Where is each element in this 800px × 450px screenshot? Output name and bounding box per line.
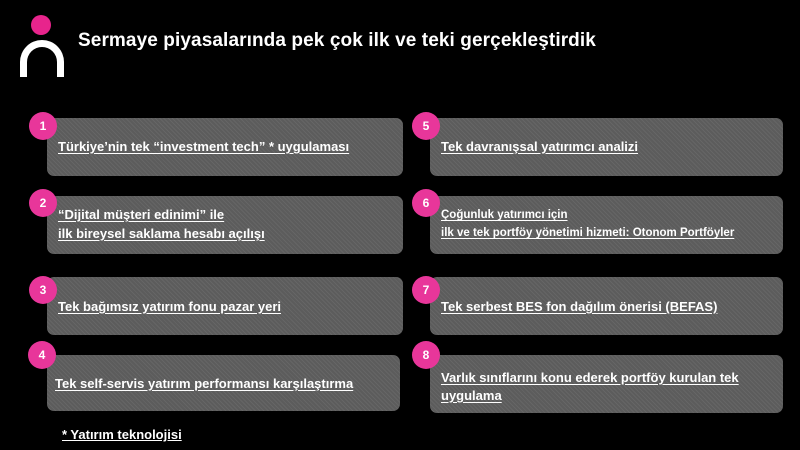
item-card-1 bbox=[47, 118, 403, 176]
item-5-badge: 5 bbox=[412, 112, 440, 140]
item-5-text: Tek davranışsal yatırımcı analizi bbox=[441, 139, 639, 154]
item-card-5 bbox=[430, 118, 783, 176]
item-6-text-line2: ilk ve tek portföy yönetimi hizmeti: Otonom Portföyler bbox=[441, 227, 735, 239]
item-7-badge: 7 bbox=[412, 276, 440, 304]
item-4-badge: 4 bbox=[28, 341, 56, 369]
item-card-3 bbox=[47, 277, 403, 335]
item-card-7 bbox=[430, 277, 783, 335]
item-8-text-line1: Varlık sınıflarını konu ederek portföy kurulan tek bbox=[441, 370, 739, 385]
item-card-2 bbox=[47, 196, 403, 254]
item-card-8 bbox=[430, 355, 783, 413]
item-2-text-line2: ilk bireysel saklama hesabı açılışı bbox=[58, 226, 265, 241]
item-4-text: Tek self-servis yatırım performansı karşılaştırma bbox=[55, 376, 354, 391]
brand-logo bbox=[18, 15, 64, 67]
logo-dot bbox=[31, 15, 51, 35]
item-card-4 bbox=[47, 355, 400, 411]
item-7-text: Tek serbest BES fon dağılım önerisi (BEFAS) bbox=[441, 299, 718, 314]
item-6-text-line1: Çoğunluk yatırımcı için bbox=[441, 209, 568, 221]
item-card-6 bbox=[430, 196, 783, 254]
item-2-badge: 2 bbox=[29, 189, 57, 217]
item-1-text: Türkiye’nin tek “investment tech” * uygulaması bbox=[58, 139, 350, 154]
item-1-badge: 1 bbox=[29, 112, 57, 140]
page-title: Sermaye piyasalarında pek çok ilk ve teki gerçekleştirdik bbox=[78, 30, 596, 51]
logo-arch bbox=[20, 40, 64, 77]
footnote: * Yatırım teknolojisi bbox=[62, 427, 182, 442]
item-6-badge: 6 bbox=[412, 189, 440, 217]
item-3-badge: 3 bbox=[29, 276, 57, 304]
item-3-text: Tek bağımsız yatırım fonu pazar yeri bbox=[58, 299, 281, 314]
item-8-badge: 8 bbox=[412, 341, 440, 369]
item-8-text-line2: uygulama bbox=[441, 388, 502, 403]
item-2-text-line1: “Dijital müşteri edinimi” ile bbox=[58, 207, 225, 222]
